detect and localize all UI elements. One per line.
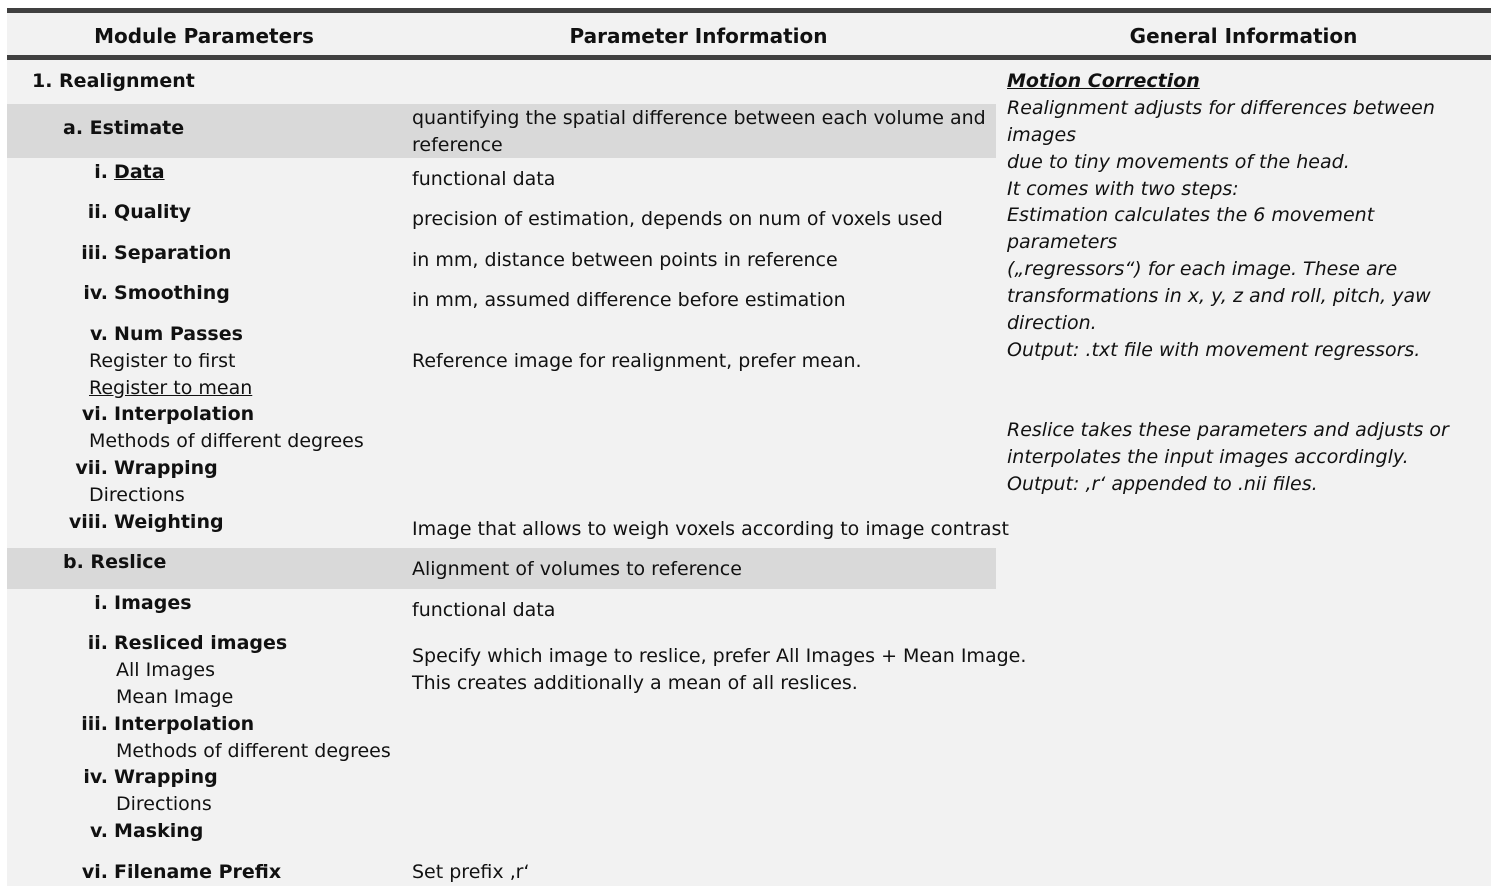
header-module-parameters: Module Parameters	[94, 24, 314, 48]
param-smoothing-info: in mm, assumed difference before estimation	[412, 289, 846, 311]
reslice-param-resliced-images-info: Specify which image to reslice, prefer All Images + Mean Image. This creates additionally a mean of all reslices.	[412, 645, 1027, 694]
reslice-param-interpolation: iii. Interpolation	[81, 713, 255, 735]
header-bottom-rule	[7, 55, 1491, 60]
param-weighting-info: Image that allows to weigh voxels according to image contrast	[412, 518, 1009, 540]
param-num-passes: v. Num Passes	[89, 323, 243, 345]
param-weighting: viii. Weighting	[68, 511, 224, 533]
param-separation: iii. Separation	[81, 242, 232, 264]
param-data-info: functional data	[412, 168, 556, 190]
general-paragraph-3: Reslice takes these parameters and adjusts or interpolates the input images accordingly. Output: ‚r‘ appended to .nii files.	[1007, 419, 1449, 495]
wrapping-sub: Directions	[89, 484, 185, 506]
reslice-param-images-info: functional data	[412, 599, 556, 621]
param-data: i. Data	[94, 161, 165, 183]
general-paragraph-2: Estimation calculates the 6 movement parameters („regressors“) for each image. These are transformations in x, y, z and roll, pitch, yaw direction. Output: .txt file with movement regressors.	[1007, 204, 1431, 361]
reslice-param-filename-prefix-info: Set prefix ‚r‘	[412, 861, 530, 883]
option-register-first: Register to first	[89, 350, 236, 372]
param-wrapping: vii. Wrapping	[75, 457, 218, 479]
general-title: Motion Correction	[1007, 70, 1200, 92]
reslice-param-images: i. Images	[94, 592, 192, 614]
param-quality-info: precision of estimation, depends on num of voxels used	[412, 208, 943, 230]
reslice-interpolation-sub: Methods of different degrees	[116, 740, 391, 762]
header-parameter-information: Parameter Information	[569, 24, 828, 48]
reslice-info: Alignment of volumes to reference	[412, 558, 742, 580]
section-title: 1. Realignment	[32, 70, 195, 92]
param-smoothing: iv. Smoothing	[83, 282, 230, 304]
reslice-wrapping-sub: Directions	[116, 793, 212, 815]
table-top-rule	[7, 8, 1491, 13]
reslice-label: b. Reslice	[63, 551, 167, 573]
reslice-param-masking: v. Masking	[89, 820, 204, 842]
estimate-label: a. Estimate	[63, 117, 185, 139]
interpolation-sub: Methods of different degrees	[89, 430, 364, 452]
reslice-param-resliced-images: ii. Resliced images	[87, 632, 288, 654]
reslice-param-wrapping: iv. Wrapping	[83, 766, 218, 788]
param-quality: ii. Quality	[87, 201, 192, 223]
option-mean-image: Mean Image	[116, 686, 234, 708]
general-paragraph-1: Realignment adjusts for differences between images due to tiny movements of the head. It comes with two steps:	[1007, 97, 1435, 200]
estimate-info: quantifying the spatial difference between each volume and reference	[412, 107, 986, 156]
reslice-param-filename-prefix: vi. Filename Prefix	[81, 861, 282, 883]
param-interpolation: vi. Interpolation	[81, 403, 255, 425]
option-register-mean: Register to mean	[89, 377, 253, 399]
param-num-passes-info: Reference image for realignment, prefer mean.	[412, 350, 862, 372]
header-general-information: General Information	[1129, 24, 1358, 48]
param-separation-info: in mm, distance between points in reference	[412, 249, 838, 271]
option-all-images: All Images	[116, 659, 215, 681]
